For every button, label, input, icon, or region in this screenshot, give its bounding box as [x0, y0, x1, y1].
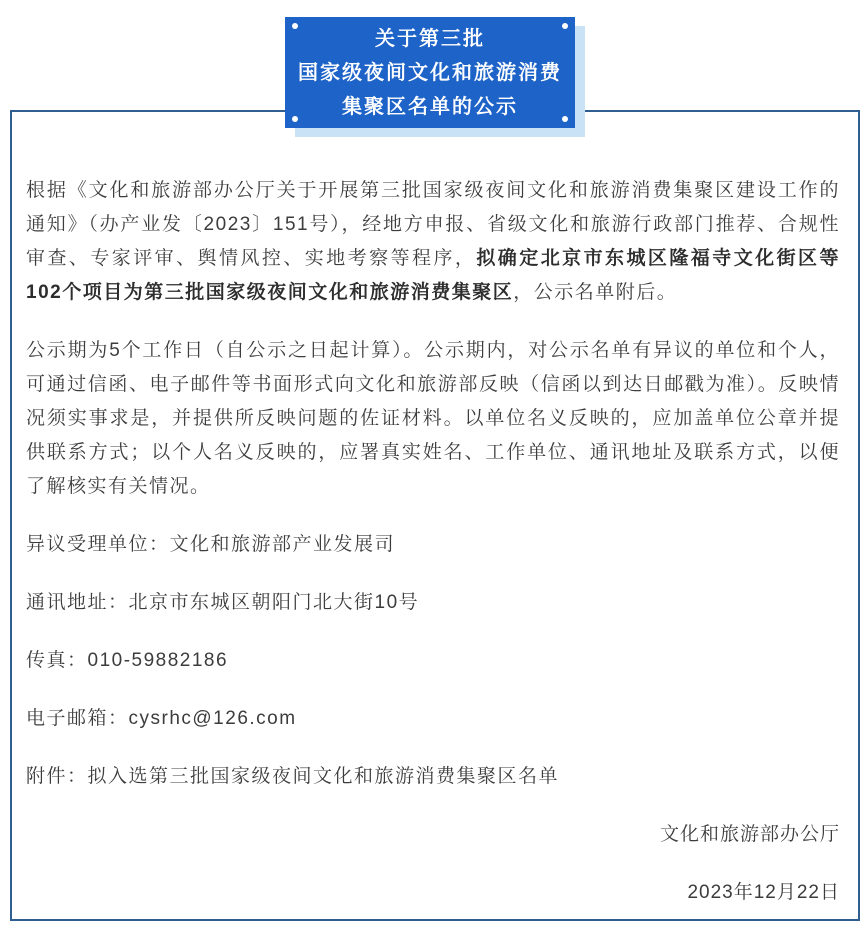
notice-title-line-1: 关于第三批 — [375, 27, 485, 50]
notice-title-line-3: 集聚区名单的公示 — [342, 95, 518, 118]
corner-dot-icon — [562, 23, 568, 29]
paragraph-basis — [26, 174, 840, 310]
paragraph-objection-period: 公示期为5个工作日（自公示之日起计算）。公示期内，对公示名单有异议的单位和个人，可通过信函、电子邮件等书面形式向文化和旅游部反映（信函以到达日邮戳为准）。反映情况须实事求是，并提供所反映问题的佐证材料。以单位名义反映的，应加盖单位公章并提供联系方式；以个人名义反映的，应署真实姓名、工作单位、通讯地址及联系方式，以便了解核实有关情况。 — [26, 340, 840, 497]
paragraph-basis-pre: 根据《文化和旅游部办公厅关于开展第三批国家级夜间文化和旅游消费集聚区建设工作的通知》（办产业发〔2023〕151号），经地方申报、省级文化和旅游行政部门推荐、合规性审查、专家评审、舆情风控、实地考察等程序， — [26, 180, 840, 269]
notice-body — [10, 110, 860, 921]
corner-dot-icon — [562, 116, 568, 122]
info-line-email: 电子邮箱：cysrhc@126.com — [26, 708, 297, 729]
signature-issuer: 文化和旅游部办公厅 — [659, 824, 840, 845]
info-line-fax: 传真：010-59882186 — [26, 650, 229, 671]
banner-box — [285, 17, 575, 128]
corner-dot-icon — [292, 23, 298, 29]
info-line-address: 通讯地址：北京市东城区朝阳门北大街10号 — [26, 592, 420, 613]
signature-date: 2023年12月22日 — [687, 882, 840, 903]
paragraph-basis-key-list: 拟确定北京市东城区隆福寺文化街区等102个项目为第三批国家级夜间文化和旅游消费集聚区 — [26, 248, 840, 303]
info-line-accepting-unit: 异议受理单位：文化和旅游部产业发展司 — [26, 534, 396, 555]
paragraph-basis-post: ，公示名单附后。 — [513, 282, 678, 303]
info-line-attachment: 附件：拟入选第三批国家级夜间文化和旅游消费集聚区名单 — [26, 766, 560, 787]
notice-title-banner — [285, 17, 575, 128]
notice-title-line-2: 国家级夜间文化和旅游消费 — [298, 61, 562, 84]
corner-dot-icon — [292, 116, 298, 122]
